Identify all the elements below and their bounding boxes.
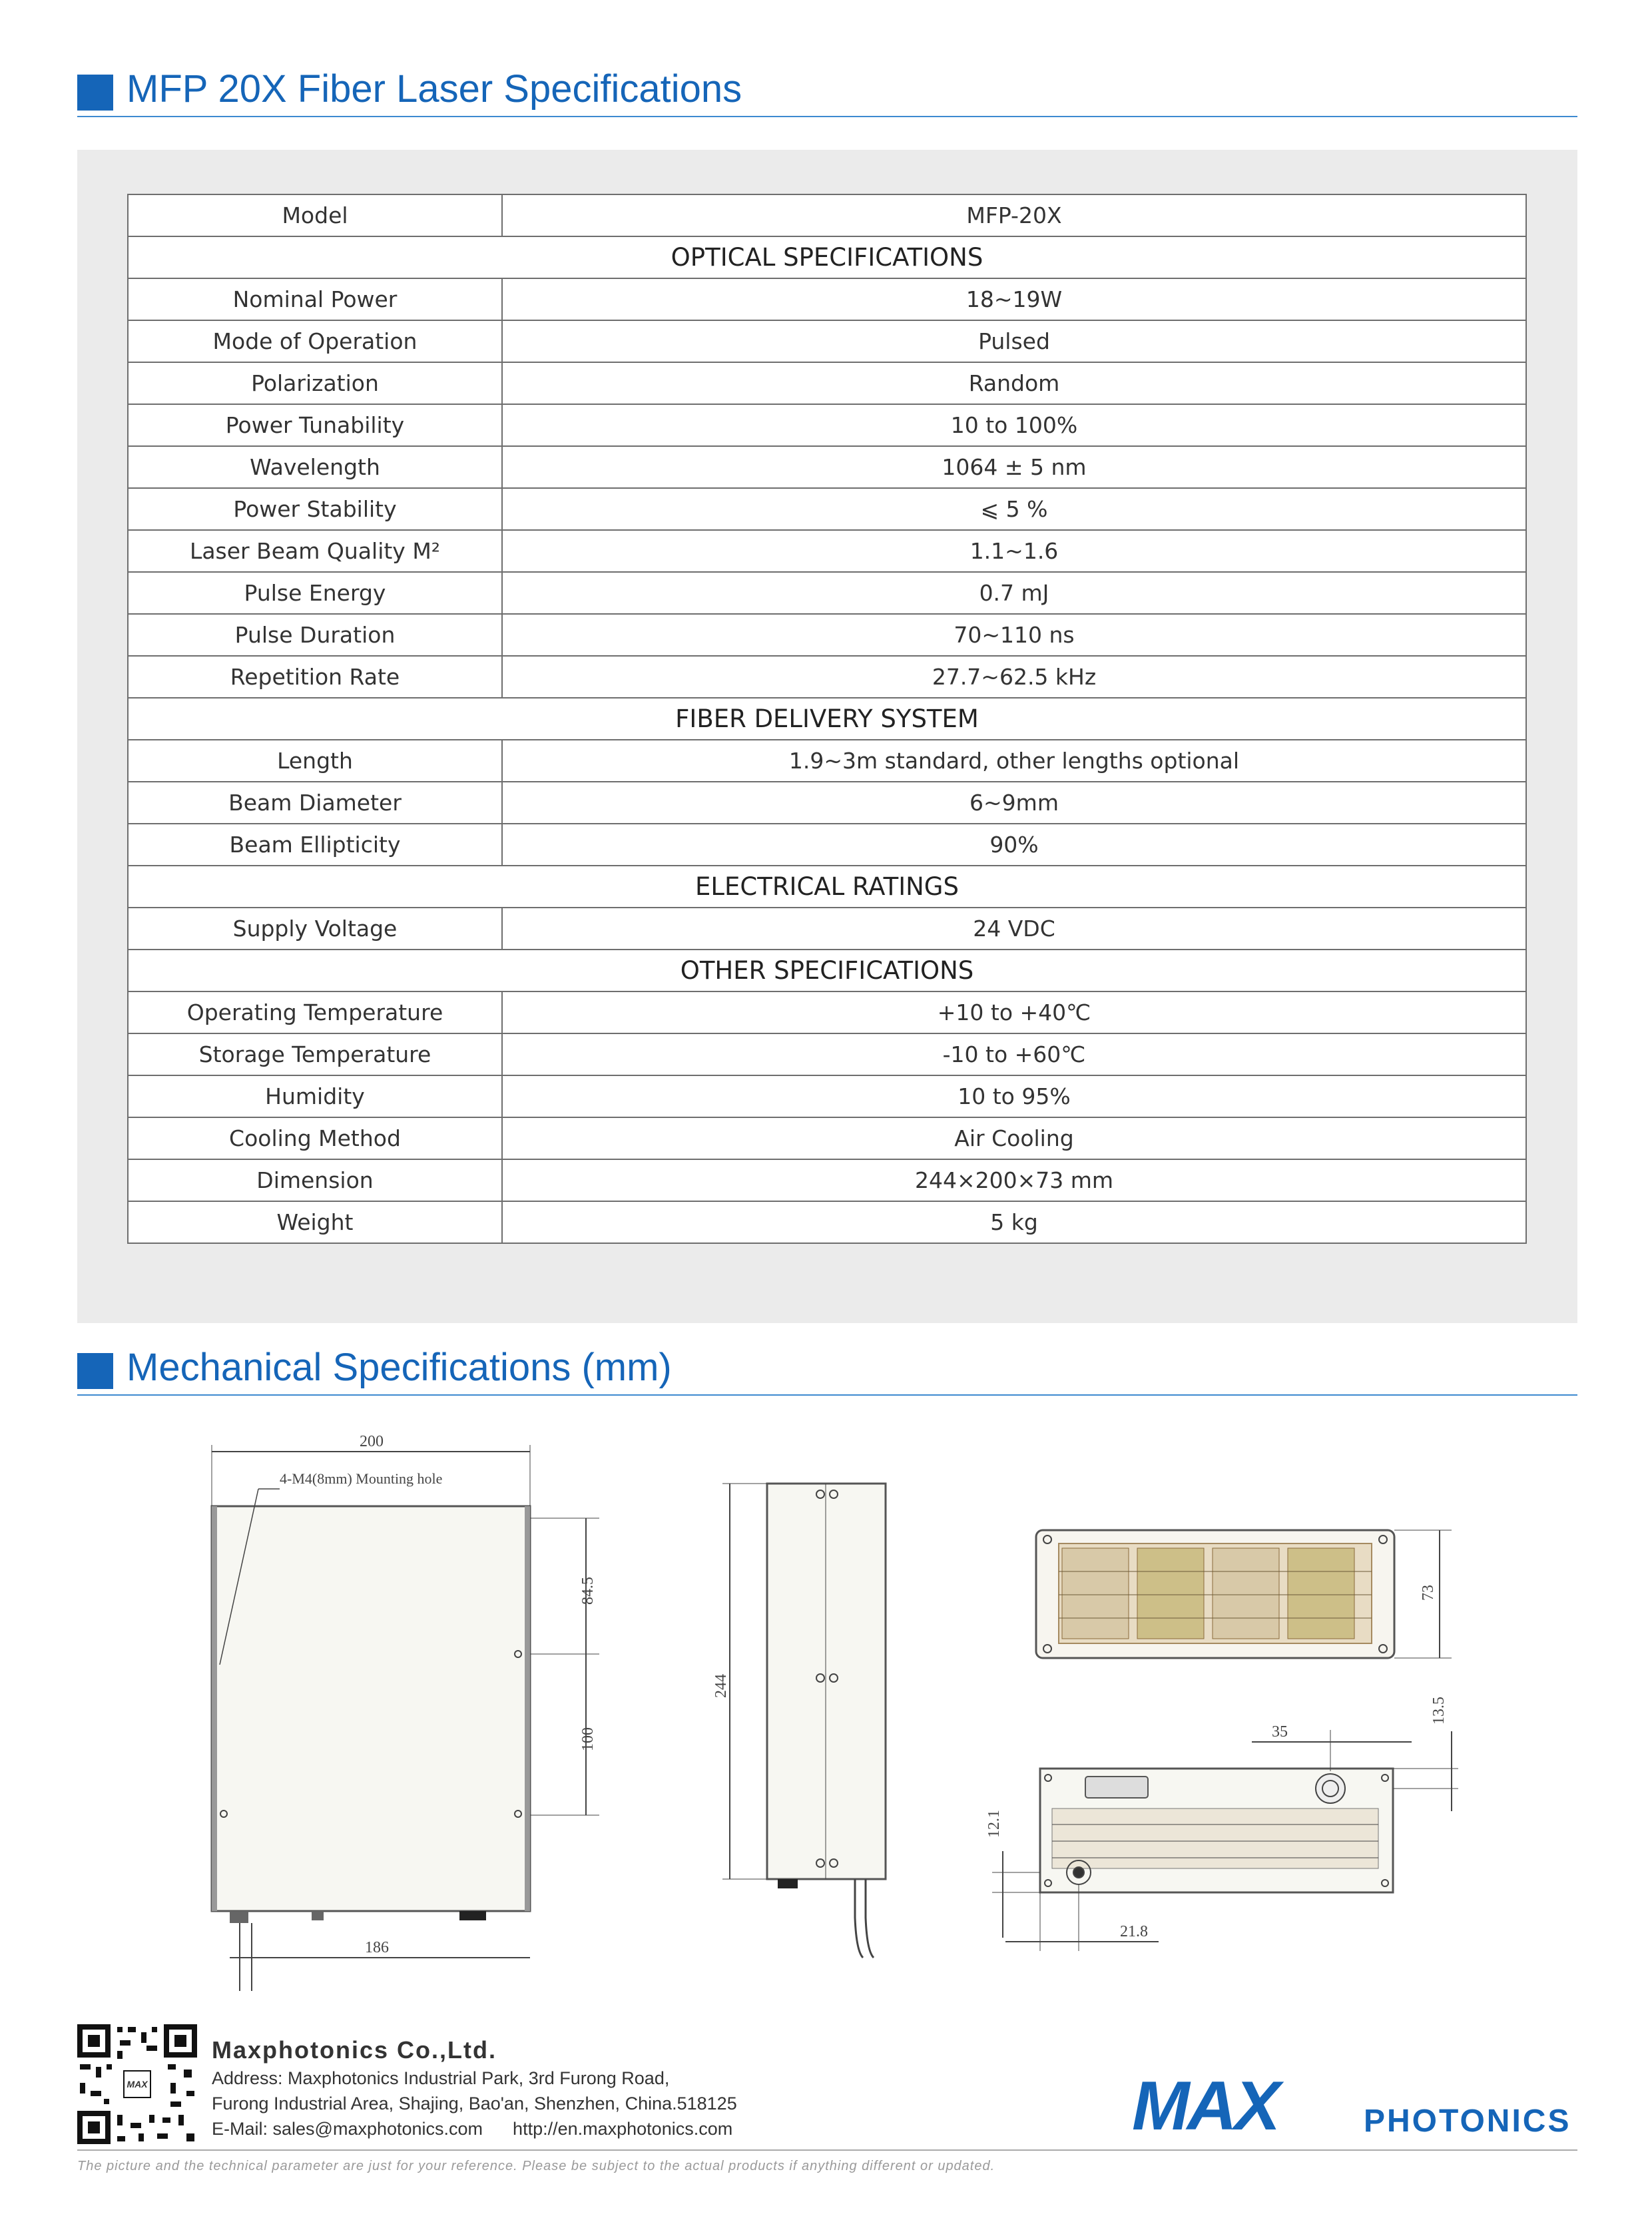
dim-73: 73 [1420, 1585, 1437, 1601]
spec-label: Power Tunability [128, 404, 502, 446]
dim-186: 186 [365, 1939, 389, 1956]
mounting-hole-label: 4-M4(8mm) Mounting hole [280, 1470, 443, 1487]
spec-section-header: FIBER DELIVERY SYSTEM [128, 698, 1526, 740]
address-line-2: Furong Industrial Area, Shajing, Bao'an, Shenzhen, China.518125 [212, 2094, 737, 2113]
dim-12-1: 12.1 [985, 1810, 1003, 1838]
spec-label: Humidity [128, 1075, 502, 1117]
spec-value: 0.7 mJ [502, 572, 1526, 614]
top-view-drawing [212, 1433, 599, 1991]
spec-label: Storage Temperature [128, 1033, 502, 1075]
dim-35: 35 [1272, 1723, 1288, 1741]
logo-mark-text: MAX [1132, 2076, 1278, 2136]
spec-label: Pulse Duration [128, 614, 502, 656]
spec-value: 1.9~3m standard, other lengths optional [502, 740, 1526, 782]
contact-line: E-Mail: sales@maxphotonics.com http://en.maxphotonics.com [212, 2119, 733, 2139]
spec-value: 5 kg [502, 1201, 1526, 1243]
spec-label: Wavelength [128, 446, 502, 488]
spec-label: Mode of Operation [128, 320, 502, 362]
spec-label: Length [128, 740, 502, 782]
dim-21-8: 21.8 [1120, 1923, 1148, 1940]
spec-value: 6~9mm [502, 782, 1526, 824]
dim-200: 200 [360, 1433, 384, 1450]
spec-label: Laser Beam Quality M² [128, 530, 502, 572]
disclaimer: The picture and the technical parameter are just for your reference. Please be subject to the actual products if anything different or updated. [77, 2159, 995, 2173]
dim-244: 244 [712, 1674, 730, 1698]
spec-value: 1064 ± 5 nm [502, 446, 1526, 488]
spec-value: 70~110 ns [502, 614, 1526, 656]
spec-label: Dimension [128, 1159, 502, 1201]
spec-section-header: OPTICAL SPECIFICATIONS [128, 236, 1526, 278]
spec-label: Pulse Energy [128, 572, 502, 614]
logo-text: PHOTONICS [1364, 2103, 1571, 2139]
dim-84-5: 84.5 [579, 1577, 597, 1605]
spec-value: ⩽ 5 % [502, 488, 1526, 530]
spec-label: Operating Temperature [128, 991, 502, 1033]
dim-100: 100 [579, 1727, 597, 1751]
spec-value: Random [502, 362, 1526, 404]
max-logo-mark [1132, 2076, 1358, 2136]
mechanical-section-title-text: Mechanical Specifications (mm) [127, 1346, 672, 1389]
spec-label: Beam Ellipticity [128, 824, 502, 866]
spec-section-header: OTHER SPECIFICATIONS [128, 950, 1526, 991]
spec-section-header: ELECTRICAL RATINGS [128, 866, 1526, 908]
dim-13-5: 13.5 [1430, 1697, 1448, 1725]
spec-section-title-text: MFP 20X Fiber Laser Specifications [127, 67, 742, 111]
spec-value: Air Cooling [502, 1117, 1526, 1159]
spec-value: -10 to +60℃ [502, 1033, 1526, 1075]
spec-value: 244×200×73 mm [502, 1159, 1526, 1201]
spec-value: 10 to 95% [502, 1075, 1526, 1117]
rear-view-drawing [985, 1697, 1458, 1951]
spec-value: 18~19W [502, 278, 1526, 320]
front-view-drawing [1036, 1530, 1452, 1658]
qr-code [77, 2024, 197, 2144]
spec-label: Weight [128, 1201, 502, 1243]
spec-value: 10 to 100% [502, 404, 1526, 446]
spec-label: Power Stability [128, 488, 502, 530]
qr-center-label: MAX [127, 2079, 148, 2090]
footer-divider [77, 2149, 1577, 2151]
spec-value: 1.1~1.6 [502, 530, 1526, 572]
spec-label: Beam Diameter [128, 782, 502, 824]
spec-value: 27.7~62.5 kHz [502, 656, 1526, 698]
spec-value: 24 VDC [502, 908, 1526, 950]
spec-value: +10 to +40℃ [502, 991, 1526, 1033]
spec-value: 90% [502, 824, 1526, 866]
spec-label: Polarization [128, 362, 502, 404]
spec-label: Supply Voltage [128, 908, 502, 950]
company-name: Maxphotonics Co.,Ltd. [212, 2036, 497, 2064]
spec-label: Nominal Power [128, 278, 502, 320]
spec-label: Repetition Rate [128, 656, 502, 698]
spec-value: MFP-20X [502, 194, 1526, 236]
spec-label: Cooling Method [128, 1117, 502, 1159]
address-line-1: Address: Maxphotonics Industrial Park, 3rd Furong Road, [212, 2068, 670, 2088]
side-view-drawing [712, 1484, 886, 1958]
spec-label: Model [128, 194, 502, 236]
spec-value: Pulsed [502, 320, 1526, 362]
